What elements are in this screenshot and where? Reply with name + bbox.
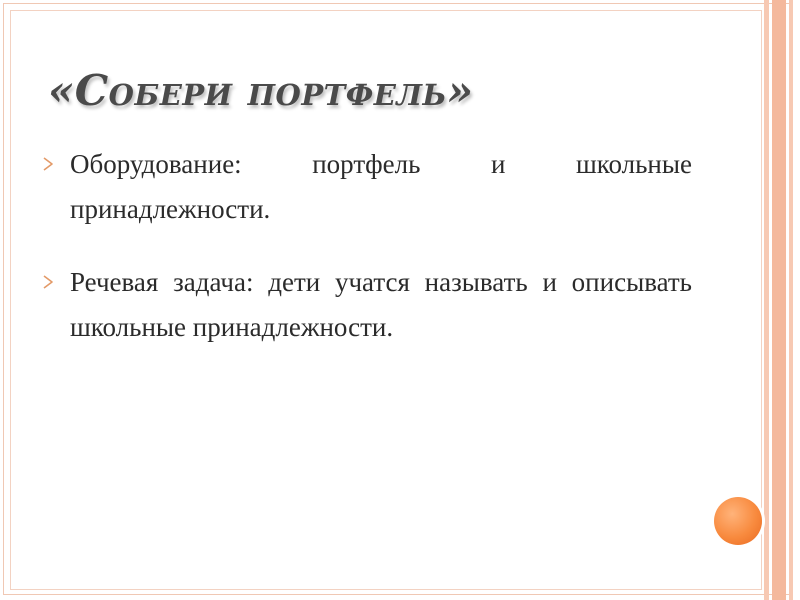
bullet-item <box>42 260 692 350</box>
slide-title: «Собери портфель» <box>48 66 474 115</box>
chevron-outline-icon <box>42 274 55 290</box>
bullet-text: Оборудование: портфель и школьные принадлежности. <box>70 149 692 224</box>
decorative-stripe <box>764 0 769 600</box>
bullet-item <box>42 142 692 232</box>
decorative-orange-circle <box>714 497 762 545</box>
decorative-stripe <box>789 0 793 600</box>
decorative-stripe <box>772 0 786 600</box>
bullet-text: Речевая задача: дети учатся называть и описывать школьные принадлежности. <box>70 267 692 342</box>
chevron-outline-icon <box>42 156 55 172</box>
bullet-list <box>42 142 692 378</box>
